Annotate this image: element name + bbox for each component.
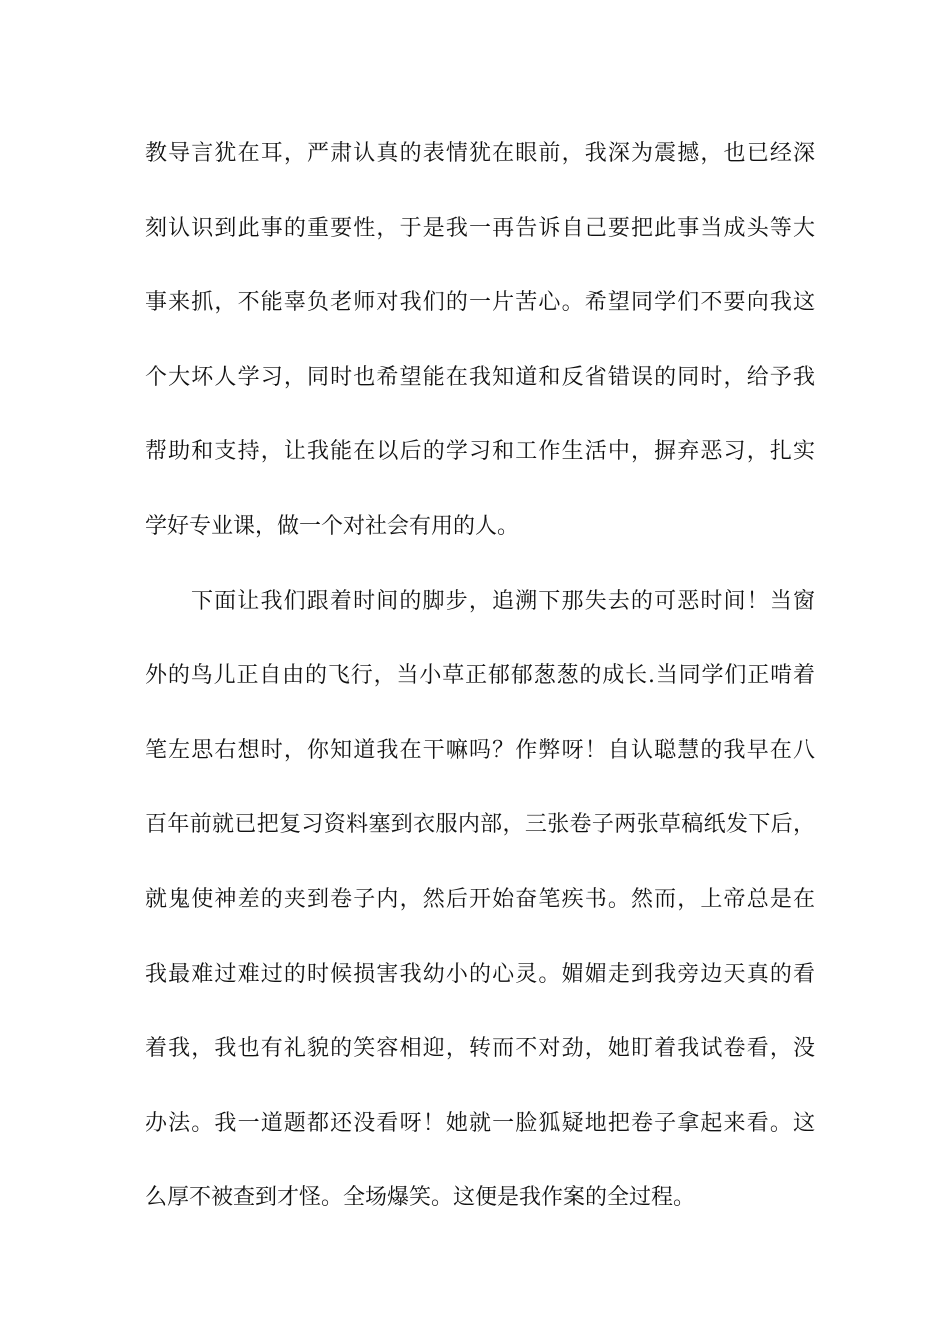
- text-line: 教导言犹在耳，严肃认真的表情犹在眼前，我深为震撼，也已经深: [145, 141, 815, 166]
- paragraph: [145, 130, 815, 578]
- text-line: 百年前就已把复习资料塞到衣服内部，三张卷子两张草稿纸发下后，: [145, 812, 815, 838]
- text-line: 学好专业课，做一个对社会有用的人。: [145, 513, 520, 539]
- text-line: 下面让我们跟着时间的脚步，追溯下那失去的可恶时间！当窗: [191, 588, 815, 614]
- text-line: 个大坏人学习，同时也希望能在我知道和反省错误的同时，给予我: [145, 364, 815, 390]
- text-line: 刻认识到此事的重要性，于是我一再告诉自己要把此事当成头等大: [145, 215, 815, 241]
- paragraph: [145, 578, 815, 1249]
- text-line: 办法。我一道题都还没看呀！她就一脸狐疑地把卷子拿起来看。这: [145, 1110, 815, 1136]
- text-line: 我最难过难过的时候损害我幼小的心灵。媚媚走到我旁边天真的看: [145, 961, 815, 987]
- text-line: 帮助和支持，让我能在以后的学习和工作生活中，摒弃恶习，扎实: [145, 439, 815, 465]
- text-line: 笔左思右想时，你知道我在干嘛吗？作弊呀！自认聪慧的我早在八: [145, 737, 815, 763]
- document-body: [145, 130, 815, 1249]
- text-line: 事来抓，不能辜负老师对我们的一片苦心。希望同学们不要向我这: [145, 290, 815, 316]
- text-line: 么厚不被查到才怪。全场爆笑。这便是我作案的全过程。: [145, 1185, 696, 1211]
- text-line: 就鬼使神差的夹到卷子内，然后开始奋笔疾书。然而，上帝总是在: [145, 886, 815, 912]
- text-line: 着我，我也有礼貌的笑容相迎，转而不对劲，她盯着我试卷看，没: [145, 1036, 815, 1062]
- text-line: 外的鸟儿正自由的飞行，当小草正郁郁葱葱的成长.当同学们正啃着: [145, 663, 815, 689]
